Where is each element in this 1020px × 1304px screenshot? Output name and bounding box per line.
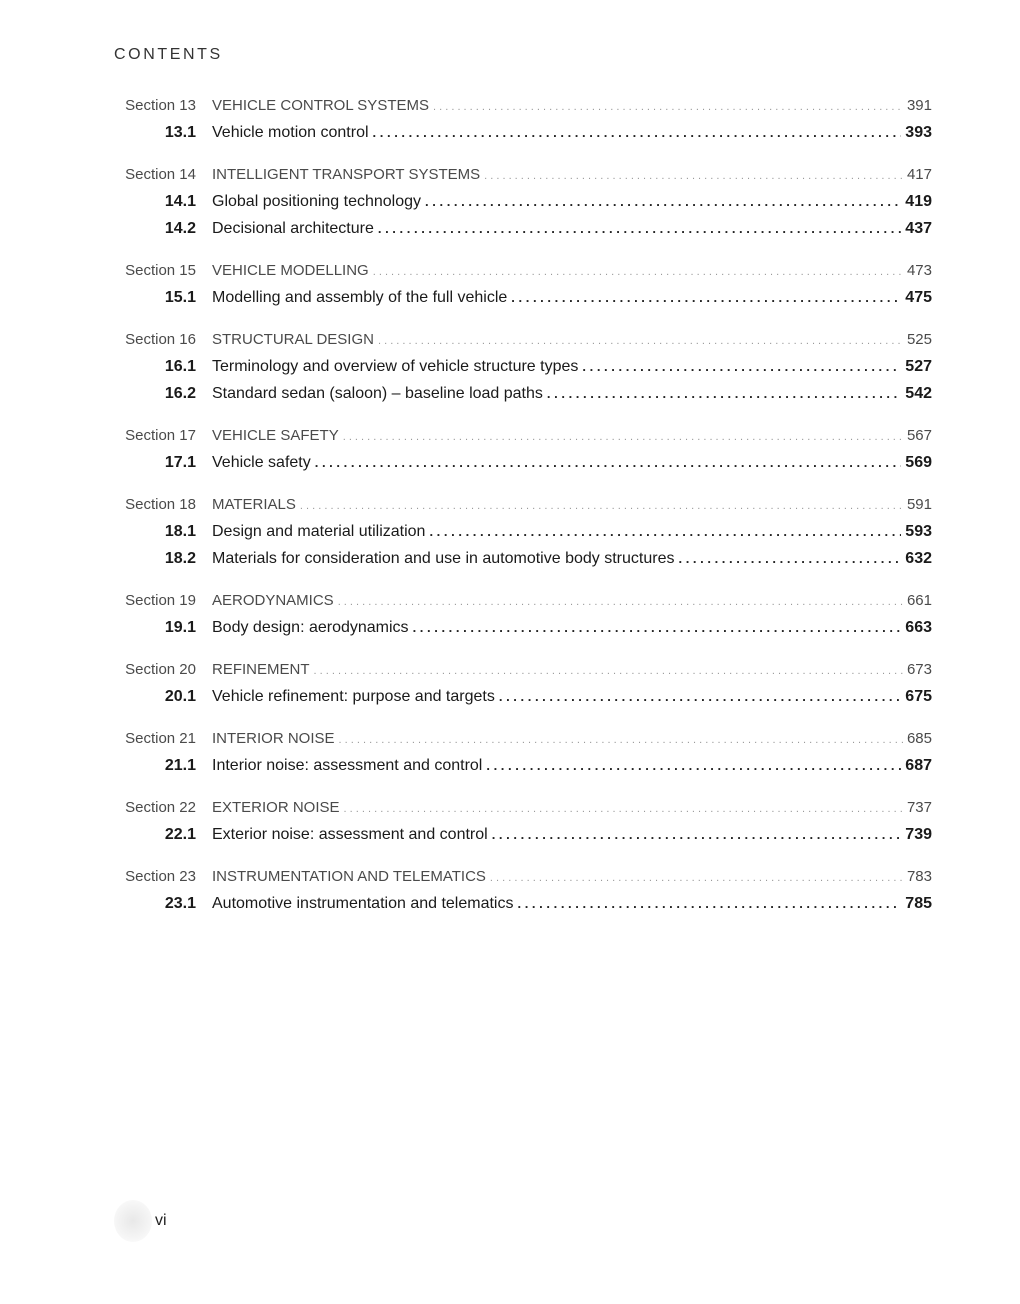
dot-leader: [484, 163, 903, 190]
section-entry-body: [212, 656, 932, 685]
section-page-number: 737: [906, 799, 932, 816]
section-entry[interactable]: [0, 863, 1020, 890]
dot-leader: [517, 890, 901, 917]
chapter-entry[interactable]: [0, 545, 1020, 572]
chapter-entry[interactable]: [0, 353, 1020, 380]
dot-leader: [433, 94, 903, 121]
toc-section-block: [0, 656, 1020, 710]
chapter-entry-body: [212, 353, 932, 380]
chapter-entry[interactable]: [0, 119, 1020, 146]
section-entry-body: [212, 257, 932, 286]
dot-leader: [425, 188, 901, 215]
section-page-number: 567: [906, 427, 932, 444]
section-title: EXTERIOR NOISE: [212, 799, 340, 816]
section-entry-body: [212, 794, 932, 823]
chapter-number: 20.1: [164, 688, 196, 705]
dot-leader: [492, 821, 902, 848]
section-title: VEHICLE SAFETY: [212, 427, 339, 444]
dot-leader: [315, 449, 902, 476]
chapter-entry[interactable]: [0, 890, 1020, 917]
section-entry-body: [212, 161, 932, 190]
chapter-entry[interactable]: [0, 284, 1020, 311]
dot-leader: [511, 284, 901, 311]
chapter-entry-body: [212, 188, 932, 215]
section-title: INSTRUMENTATION AND TELEMATICS: [212, 868, 486, 885]
section-number: Section 16: [125, 331, 196, 348]
section-entry[interactable]: [0, 656, 1020, 683]
section-number: Section 20: [125, 661, 196, 678]
dot-leader: [378, 215, 901, 242]
section-page-number: 685: [906, 730, 932, 747]
section-page-number: 673: [906, 661, 932, 678]
section-page-number: 661: [906, 592, 932, 609]
chapter-entry-body: [212, 821, 932, 848]
section-title: INTELLIGENT TRANSPORT SYSTEMS: [212, 166, 481, 183]
section-number: Section 17: [125, 427, 196, 444]
toc-section-block: [0, 725, 1020, 779]
chapter-title: Design and material utilization: [212, 523, 426, 540]
section-title: AERODYNAMICS: [212, 592, 334, 609]
chapter-entry-body: [212, 614, 932, 641]
toc-section-block: [0, 794, 1020, 848]
table-of-contents: [0, 92, 1020, 932]
chapter-entry[interactable]: [0, 215, 1020, 242]
section-title: INTERIOR NOISE: [212, 730, 335, 747]
chapter-number: 19.1: [164, 619, 196, 636]
chapter-entry-body: [212, 752, 932, 779]
dot-leader: [338, 589, 903, 616]
section-entry[interactable]: [0, 161, 1020, 188]
section-number: Section 19: [125, 592, 196, 609]
dot-leader: [378, 328, 903, 355]
chapter-page-number: 527: [905, 358, 932, 375]
toc-section-block: [0, 92, 1020, 146]
section-entry-body: [212, 863, 932, 892]
chapter-entry-body: [212, 284, 932, 311]
section-entry[interactable]: [0, 794, 1020, 821]
section-entry-body: [212, 587, 932, 616]
chapter-title: Terminology and overview of vehicle structure types: [212, 358, 579, 375]
dot-leader: [429, 518, 901, 545]
section-entry[interactable]: [0, 326, 1020, 353]
section-number: Section 14: [125, 166, 196, 183]
section-page-number: 473: [906, 262, 932, 279]
section-entry-body: [212, 422, 932, 451]
chapter-title: Vehicle motion control: [212, 124, 369, 141]
chapter-number: 23.1: [164, 895, 196, 912]
dot-leader: [490, 865, 903, 892]
section-number: Section 23: [125, 868, 196, 885]
chapter-page-number: 569: [905, 454, 932, 471]
section-title: STRUCTURAL DESIGN: [212, 331, 374, 348]
chapter-page-number: 393: [905, 124, 932, 141]
dot-leader: [339, 727, 903, 754]
toc-section-block: [0, 326, 1020, 407]
chapter-title: Exterior noise: assessment and control: [212, 826, 488, 843]
chapter-number: 21.1: [164, 757, 196, 774]
section-number: Section 18: [125, 496, 196, 513]
dot-leader: [486, 752, 901, 779]
chapter-title: Vehicle refinement: purpose and targets: [212, 688, 495, 705]
chapter-entry-body: [212, 518, 932, 545]
dot-leader: [678, 545, 901, 572]
chapter-number: 18.1: [164, 523, 196, 540]
section-number: Section 13: [125, 97, 196, 114]
section-entry-body: [212, 491, 932, 520]
section-entry[interactable]: [0, 491, 1020, 518]
chapter-page-number: 785: [905, 895, 932, 912]
running-head: CONTENTS: [114, 46, 223, 63]
dot-leader: [373, 259, 903, 286]
page-number: vi: [155, 1212, 167, 1229]
chapter-page-number: 675: [905, 688, 932, 705]
chapter-entry-body: [212, 683, 932, 710]
chapter-entry[interactable]: [0, 188, 1020, 215]
section-title: VEHICLE CONTROL SYSTEMS: [212, 97, 429, 114]
chapter-entry-body: [212, 119, 932, 146]
chapter-title: Body design: aerodynamics: [212, 619, 409, 636]
toc-section-block: [0, 161, 1020, 242]
chapter-number: 18.2: [164, 550, 196, 567]
chapter-page-number: 437: [905, 220, 932, 237]
dot-leader: [413, 614, 902, 641]
section-entry[interactable]: [0, 92, 1020, 119]
chapter-title: Modelling and assembly of the full vehicle: [212, 289, 508, 306]
chapter-title: Materials for consideration and use in automotive body structures: [212, 550, 675, 567]
thumb-mark: [114, 1200, 152, 1242]
page-folio: [114, 1196, 174, 1246]
chapter-title: Standard sedan (saloon) – baseline load paths: [212, 385, 543, 402]
section-title: MATERIALS: [212, 496, 296, 513]
section-entry-body: [212, 92, 932, 121]
section-number: Section 21: [125, 730, 196, 747]
chapter-page-number: 663: [905, 619, 932, 636]
chapter-number: 14.2: [164, 220, 196, 237]
chapter-number: 16.2: [164, 385, 196, 402]
chapter-entry[interactable]: [0, 518, 1020, 545]
section-entry[interactable]: [0, 587, 1020, 614]
chapter-page-number: 593: [905, 523, 932, 540]
toc-section-block: [0, 587, 1020, 641]
chapter-entry[interactable]: [0, 449, 1020, 476]
chapter-number: 15.1: [164, 289, 196, 306]
dot-leader: [344, 796, 903, 823]
dot-leader: [547, 380, 901, 407]
chapter-number: 16.1: [164, 358, 196, 375]
section-page-number: 525: [906, 331, 932, 348]
chapter-entry[interactable]: [0, 752, 1020, 779]
chapter-entry-body: [212, 545, 932, 572]
section-entry[interactable]: [0, 422, 1020, 449]
chapter-number: 22.1: [164, 826, 196, 843]
chapter-title: Interior noise: assessment and control: [212, 757, 483, 774]
section-page-number: 591: [906, 496, 932, 513]
section-entry-body: [212, 725, 932, 754]
dot-leader: [373, 119, 902, 146]
section-entry-body: [212, 326, 932, 355]
section-page-number: 417: [906, 166, 932, 183]
chapter-number: 13.1: [164, 124, 196, 141]
chapter-title: Automotive instrumentation and telematics: [212, 895, 514, 912]
chapter-number: 17.1: [164, 454, 196, 471]
chapter-number: 14.1: [164, 193, 196, 210]
chapter-title: Vehicle safety: [212, 454, 311, 471]
dot-leader: [499, 683, 901, 710]
chapter-title: Global positioning technology: [212, 193, 422, 210]
chapter-entry-body: [212, 380, 932, 407]
chapter-page-number: 687: [905, 757, 932, 774]
section-page-number: 783: [906, 868, 932, 885]
toc-section-block: [0, 422, 1020, 476]
dot-leader: [582, 353, 901, 380]
chapter-entry[interactable]: [0, 821, 1020, 848]
dot-leader: [300, 493, 903, 520]
chapter-page-number: 739: [905, 826, 932, 843]
section-number: Section 15: [125, 262, 196, 279]
chapter-entry[interactable]: [0, 380, 1020, 407]
toc-section-block: [0, 491, 1020, 572]
chapter-title: Decisional architecture: [212, 220, 374, 237]
chapter-page-number: 542: [905, 385, 932, 402]
chapter-page-number: 632: [905, 550, 932, 567]
chapter-page-number: 475: [905, 289, 932, 306]
section-entry[interactable]: [0, 725, 1020, 752]
chapter-entry-body: [212, 890, 932, 917]
chapter-entry[interactable]: [0, 683, 1020, 710]
section-title: VEHICLE MODELLING: [212, 262, 369, 279]
section-number: Section 22: [125, 799, 196, 816]
dot-leader: [314, 658, 903, 685]
chapter-entry-body: [212, 215, 932, 242]
chapter-entry-body: [212, 449, 932, 476]
section-page-number: 391: [906, 97, 932, 114]
dot-leader: [343, 424, 903, 451]
chapter-page-number: 419: [905, 193, 932, 210]
section-title: REFINEMENT: [212, 661, 310, 678]
chapter-entry[interactable]: [0, 614, 1020, 641]
toc-section-block: [0, 257, 1020, 311]
section-entry[interactable]: [0, 257, 1020, 284]
toc-section-block: [0, 863, 1020, 917]
